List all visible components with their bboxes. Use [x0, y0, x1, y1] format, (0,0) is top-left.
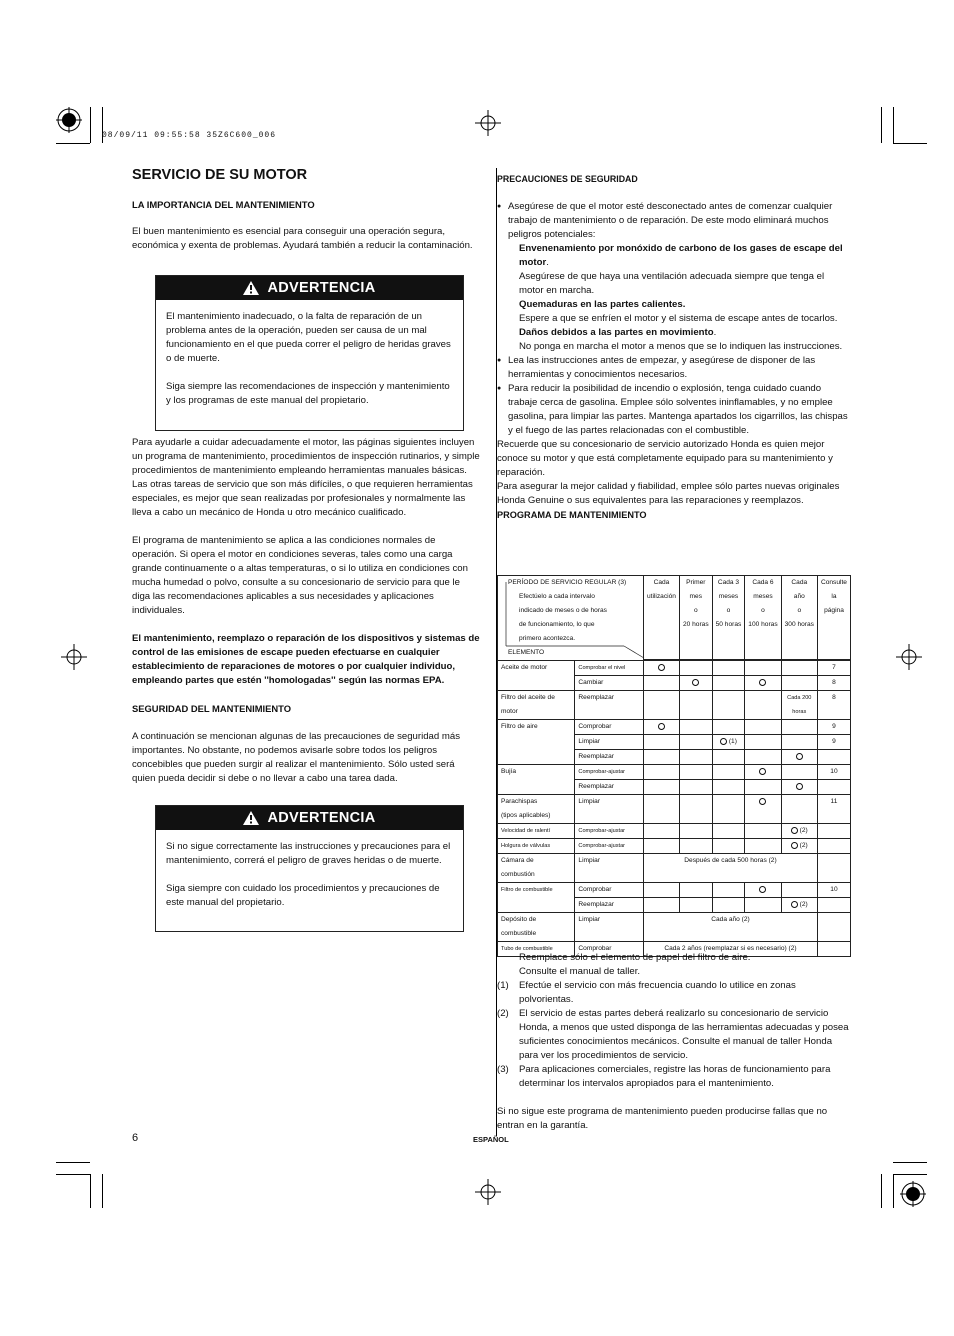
table-notes: Reemplace sólo el elemento de papel del filtro de aire. Consulte el manual de taller. (1) Efectúe el servicio con más frecuencia cuando lo utilice en zonas polvorientas. (2) El servicio de estas partes deberá realizarlo su concesionario de servicio Honda, a menos que usted disponga de las herramientas adecuadas y posea suficientes conocimientos mecánicos. Consulte el manual de taller Honda para ver los procedimientos de servicio. (3) Para aplicaciones comerciales, registre las horas de funcionamiento para determinar los intervalos apropiados para el mantenimiento. Si no sigue este programa de mantenimiento pueden producirse fallas que no entran en la garantía. — [497, 951, 851, 1133]
table-row: Depósito de combustible Limpiar Cada año (2) — [498, 913, 851, 942]
table-row: Filtro de aire Comprobar 9 — [498, 720, 851, 735]
warning-box-2 — [155, 805, 464, 932]
hazard-moving-text: No ponga en marcha el motor a menos que se lo indiquen las instrucciones. — [519, 341, 843, 352]
circle-mark-icon — [759, 679, 766, 686]
registration-mark-top-left-icon — [56, 107, 82, 133]
crosshair-left-icon — [61, 644, 87, 670]
hazard-co: Envenenamiento por monóxido de carbono de los gases de escape del motor. — [519, 243, 843, 268]
header-diagonal-line-icon — [498, 576, 646, 660]
table-row: Cambiar 8 — [498, 676, 851, 691]
section-title: SERVICIO DE SU MOTOR — [132, 167, 308, 183]
warning-text-1: El mantenimiento inadecuado, o la falta de reparación de un problema antes de la operación, pueden ser causa de un mal funcionamiento en el que pueda correr el peligro de heridas graves o de muerte. — [166, 311, 451, 364]
table-row: Parachispas (tipos aplicables) Limpiar 11 — [498, 795, 851, 824]
hazard-moving: Daños debidos a las partes en movimiento. — [519, 327, 717, 338]
paragraph-emissions: El mantenimiento, reemplazo o reparación de los dispositivos y sistemas de control de las emisiones de escape pueden efectuarse en cualquier establecimiento de reparaciones de motores o por cualquier individuo, empleando partes que estén ''homologadas'' según las normas EPA. — [132, 633, 480, 686]
left-column — [132, 168, 478, 267]
maintenance-table: PERÍODO DE SERVICIO REGULAR (3) Efectúelo a cada intervalo indicado de meses o de horas de funcionamiento, lo que primero acontezca. ELEMENTO Cada utilización Primer mes o 20 horas Cada 3 meses o 50 horas Cada 6 meses o 100 horas Cada año o 300 horas Consulte la página Aceite de motor Comprobar el nivel 7 Cambiar 8 Filtro del aceite de motor Reemplazar Cada 200 horas 8 Filtro de aire Comprobar 9 Limpiar (1) 9 Reemplazar Bujía Comprobar-ajustar 10 Reemplazar Parachispas (tipos aplicables) Limpiar 11 Velocidad de ralentí Comprobar-ajustar (2) Holgura de válvulas Comprobar-ajustar (2) Cámara de combustión Limpiar Después de cada 500 horas (2) Filtro de combustible Comprobar 10 Reemplazar (2) Depósito de combustible Limpiar Cada año (2) Tubo de combustible Comprobar Cada 2 años (reemplazar si es necesario) (2) — [497, 575, 851, 957]
table-row: Filtro del aceite de motor Reemplazar Cada 200 horas 8 — [498, 691, 851, 720]
warning-box-1 — [155, 275, 464, 431]
bullet-engine-off: ● Asegúrese de que el motor esté desconectado antes de comenzar cualquier trabajo de mantenimiento o de reparación. De este modo eliminará muchos peligros potenciales: — [497, 200, 851, 242]
bullet-fire-risk: ● Para reducir la posibilidad de incendio o explosión, tenga cuidado cuando trabaje cerca de gasolina. Emplee sólo solventes ininflamables, y no emplee gasolina, para limpiar las partes. Mantenga apartados los cigarrillos, las chispas y el fuego de las partes relacionadas con el combustible. — [497, 382, 851, 438]
footer-language: ESPAÑOL — [473, 1135, 509, 1144]
warning-triangle-icon — [243, 811, 259, 825]
schedule-heading: PROGRAMA DE MANTENIMIENTO — [497, 510, 647, 520]
precautions-heading: PRECAUCIONES DE SEGURIDAD — [497, 174, 638, 184]
safety-text: A continuación se mencionan algunas de las precauciones de seguridad más importantes. No obstante, no podemos avisarle sobre todos los peligros concebibles que pueden surgir al realizar el mantenimiento. Sólo usted será quien pueda decidir si debe o no llevar a cabo una tarea dada. — [132, 731, 461, 784]
circle-mark-icon — [759, 768, 766, 775]
circle-mark-icon — [658, 664, 665, 671]
circle-mark-icon — [791, 827, 798, 834]
warning-text-2: Siga siempre con cuidado los procedimientos y precauciones de este manual del propietario. — [166, 883, 440, 908]
table-row: Tubo de combustible Comprobar Cada 2 años (reemplazar si es necesario) (2) — [498, 942, 851, 957]
crosshair-bottom-icon — [475, 1179, 501, 1205]
paragraph-overview: Para ayudarle a cuidar adecuadamente el motor, las páginas siguientes incluyen un programa de mantenimiento, procedimientos de inspección rutinarios, y simple procedimientos de mantenimiento empleando herramientas manuales básicas. Las otras tareas de servicio que son más difíciles, o que requieren herramientas especiales, es mejor que sean realizadas por profesionales y normalmente las lleva a cabo un mecánico de Honda u otro mecánico cualificado. — [132, 437, 480, 518]
table-row: Reemplazar — [498, 750, 851, 765]
circle-mark-icon — [759, 798, 766, 805]
table-row: Bujía Comprobar-ajustar 10 — [498, 765, 851, 780]
left-column-body — [132, 436, 480, 800]
safety-heading: SEGURIDAD DEL MANTENIMIENTO — [132, 703, 292, 714]
bullet-read-instructions: ● Lea las instrucciones antes de empezar, y asegúrese de disponer de las herramientas y conocimientos necesarios. — [497, 354, 851, 382]
table-row: Aceite de motor Comprobar el nivel 7 — [498, 661, 851, 676]
circle-mark-icon — [796, 783, 803, 790]
hazard-burns: Quemaduras en las partes calientes. — [519, 299, 686, 310]
importance-text: El buen mantenimiento es esencial para conseguir una operación segura, económica y exenta de problemas. Ayudará también a reducir la contaminación. — [132, 226, 473, 251]
circle-mark-icon — [791, 901, 798, 908]
warning-text-2: Siga siempre las recomendaciones de inspección y mantenimiento y los programas de este manual del propietario. — [166, 381, 450, 406]
crosshair-right-icon — [896, 644, 922, 670]
warning-label: ADVERTENCIA — [267, 280, 376, 296]
hazard-co-text: Asegúrese de que haya una ventilación adecuada siempre que tenga el motor en marcha. — [519, 271, 825, 296]
table-row: Holgura de válvulas Comprobar-ajustar (2) — [498, 839, 851, 854]
registration-mark-bottom-right-icon — [900, 1181, 926, 1207]
circle-mark-icon — [759, 886, 766, 893]
paragraph-genuine-parts: Para asegurar la mejor calidad y fiabilidad, emplee sólo partes nuevas originales Honda Genuine o sus equivalentes para las reparaciones y reemplazos. — [497, 481, 840, 506]
circle-mark-icon — [796, 753, 803, 760]
warning-label: ADVERTENCIA — [267, 810, 376, 826]
table-row: Filtro de combustible Comprobar 10 — [498, 883, 851, 898]
circle-mark-icon — [658, 723, 665, 730]
warning-text-1: Si no sigue correctamente las instrucciones y precauciones para el mantenimiento, correrá el peligro de graves heridas o de muerte. — [166, 841, 451, 866]
page-number: 6 — [132, 1132, 139, 1144]
warning-header — [156, 276, 463, 300]
element-label: ELEMENTO — [508, 649, 545, 656]
paragraph-dealer: Recuerde que su concesionario de servicio autorizado Honda es quien mejor conoce su motor y que está completamente equipado para su mantenimiento y reparación. — [497, 439, 833, 478]
warning-header — [156, 806, 463, 830]
period-header-cell: PERÍODO DE SERVICIO REGULAR (3) Efectúelo a cada intervalo indicado de meses o de horas de funcionamiento, lo que primero acontezca. ELEMENTO — [498, 576, 644, 661]
circle-mark-icon — [692, 679, 699, 686]
hazard-burns-text: Espere a que se enfríen el motor y el sistema de escape antes de tocarlos. — [519, 313, 838, 324]
table-row: Reemplazar — [498, 780, 851, 795]
table-row: Cámara de combustión Limpiar Después de cada 500 horas (2) — [498, 854, 851, 883]
print-stamp: 08/09/11 09:55:58 35Z6C600_006 — [102, 131, 277, 140]
warning-triangle-icon — [243, 281, 259, 295]
right-column — [497, 172, 851, 522]
paragraph-schedule: El programa de mantenimiento se aplica a las condiciones normales de operación. Si opera el motor en condiciones severas, tales como una carga grande continuamente o a altas temperaturas, o si lo utiliza en condiciones con mucha humedad o polvo, consulte a su concesionario de servicio para que le diga las recomendaciones aplicables a sus necesidades y aplicaciones individuales. — [132, 535, 468, 616]
crosshair-top-icon — [475, 110, 501, 136]
circle-mark-icon — [720, 738, 727, 745]
table-row: Velocidad de ralentí Comprobar-ajustar (2) — [498, 824, 851, 839]
circle-mark-icon — [791, 842, 798, 849]
closing-text: Si no sigue este programa de mantenimiento pueden producirse fallas que no entran en la garantía. — [497, 1106, 828, 1131]
table-row: Reemplazar (2) — [498, 898, 851, 913]
table-row: Limpiar (1) 9 — [498, 735, 851, 750]
importance-heading: LA IMPORTANCIA DEL MANTENIMIENTO — [132, 199, 315, 210]
